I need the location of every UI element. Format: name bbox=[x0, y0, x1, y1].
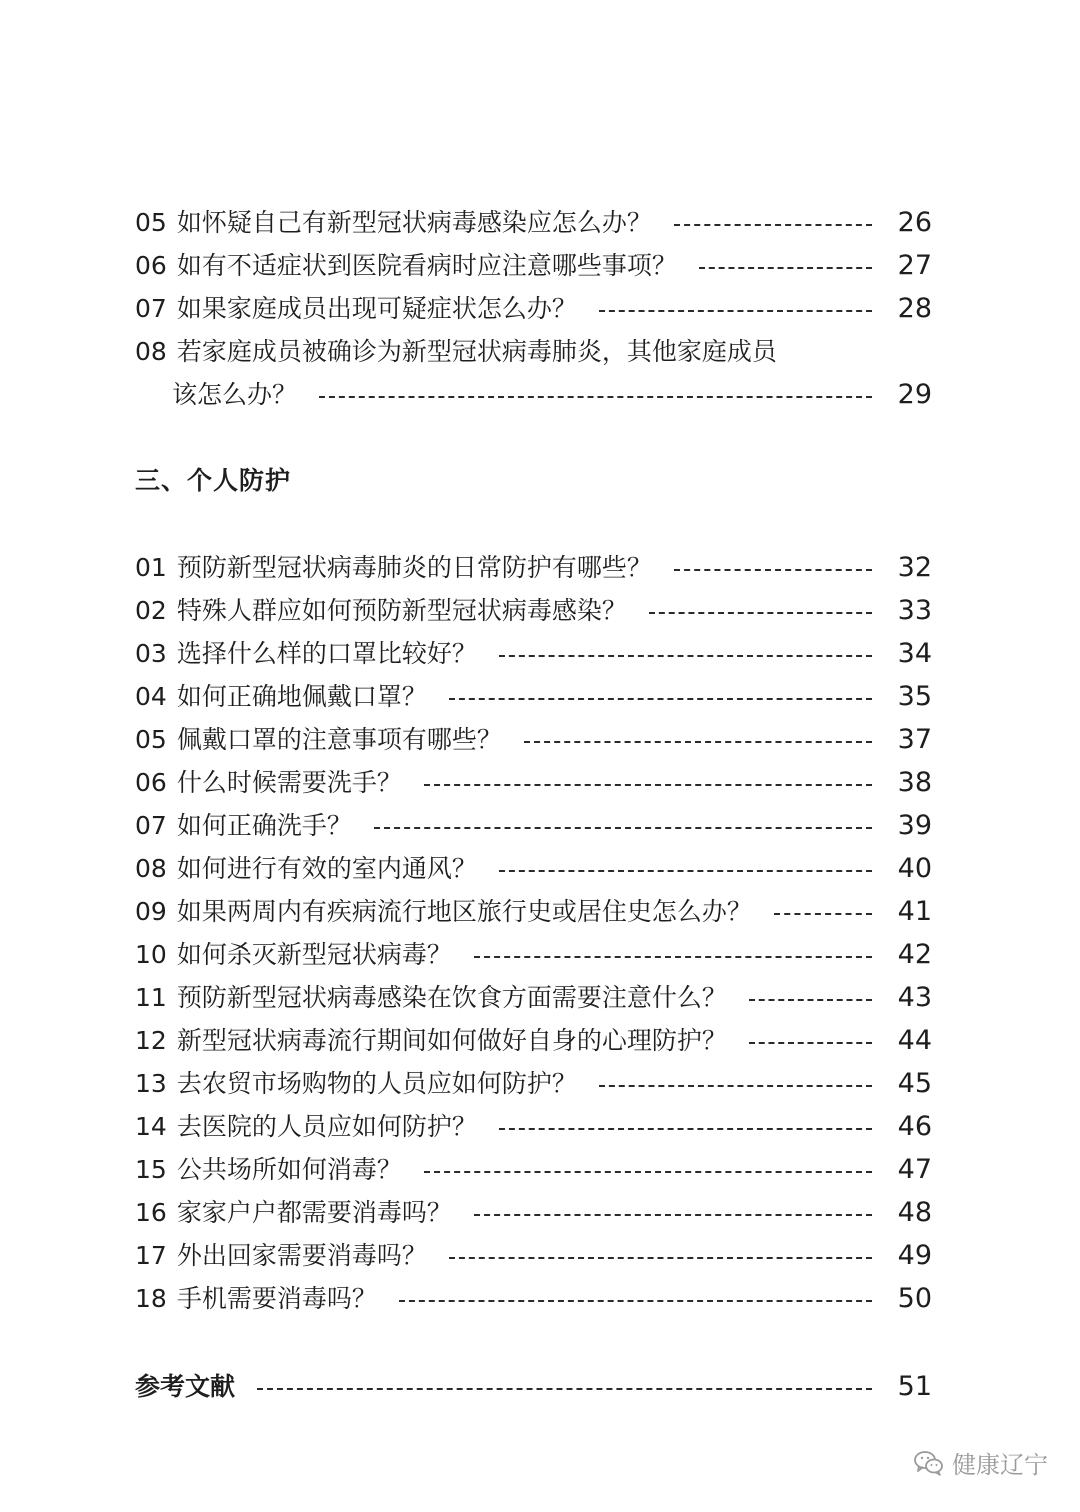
toc-entry-title: 什么时候需要洗手？ bbox=[176, 768, 402, 797]
toc-entry[interactable] bbox=[135, 804, 932, 847]
toc-entry-title: 佩戴口罩的注意事项有哪些？ bbox=[176, 725, 502, 754]
toc-entry[interactable] bbox=[135, 589, 932, 632]
toc-entry-page: 39 bbox=[897, 810, 932, 841]
toc-entry[interactable] bbox=[135, 675, 932, 718]
toc-entry-page: 42 bbox=[897, 939, 932, 970]
toc-entry-page: 44 bbox=[897, 1025, 932, 1056]
toc-entry-number: 03 bbox=[135, 639, 167, 668]
dot-leader bbox=[749, 999, 872, 1001]
toc-entry-page: 41 bbox=[897, 896, 932, 927]
toc-group-previous-section bbox=[135, 201, 932, 416]
toc-entry-title: 如何杀灭新型冠状病毒？ bbox=[176, 940, 452, 969]
toc-entry[interactable] bbox=[135, 1191, 932, 1234]
toc-entry-number: 08 bbox=[135, 854, 167, 883]
dot-leader bbox=[674, 224, 872, 226]
toc-entry-number: 07 bbox=[135, 294, 167, 323]
toc-entry-page: 49 bbox=[897, 1240, 932, 1271]
watermark bbox=[914, 1445, 1048, 1480]
toc-entry-title: 公共场所如何消毒？ bbox=[176, 1155, 402, 1184]
toc-entry-page: 47 bbox=[897, 1154, 932, 1185]
wechat-icon bbox=[914, 1450, 944, 1476]
toc-entry-number: 15 bbox=[135, 1155, 167, 1184]
dot-leader bbox=[499, 1128, 872, 1130]
toc-entry-title: 手机需要消毒吗？ bbox=[176, 1284, 377, 1313]
toc-entry-title: 新型冠状病毒流行期间如何做好自身的心理防护？ bbox=[176, 1026, 727, 1055]
dot-leader bbox=[374, 827, 872, 829]
dot-leader bbox=[474, 1214, 872, 1216]
toc-entry-number: 06 bbox=[135, 768, 167, 797]
toc-entry-number: 16 bbox=[135, 1198, 167, 1227]
toc-entry-title: 若家庭成员被确诊为新型冠状病毒肺炎，其他家庭成员 bbox=[176, 337, 777, 366]
toc-entry-page: 37 bbox=[897, 724, 932, 755]
toc-entry-number: 10 bbox=[135, 940, 167, 969]
section-heading: 三、个人防护 bbox=[135, 466, 292, 495]
toc-entry-title: 如怀疑自己有新型冠状病毒感染应怎么办？ bbox=[176, 208, 652, 237]
toc-entry-number: 12 bbox=[135, 1026, 167, 1055]
toc-entry-page: 48 bbox=[897, 1197, 932, 1228]
toc-entry[interactable] bbox=[135, 1277, 932, 1320]
toc-entry-title: 如果两周内有疾病流行地区旅行史或居住史怎么办？ bbox=[176, 897, 752, 926]
toc-entry-title: 家家户户都需要消毒吗？ bbox=[176, 1198, 452, 1227]
toc-entry-page: 46 bbox=[897, 1111, 932, 1142]
toc-entry-number: 01 bbox=[135, 553, 167, 582]
dot-leader bbox=[774, 913, 872, 915]
toc-group-references bbox=[135, 1365, 932, 1408]
toc-entry[interactable] bbox=[135, 1105, 932, 1148]
toc-entry[interactable] bbox=[135, 1234, 932, 1277]
dot-leader bbox=[499, 655, 872, 657]
toc-group-personal-protection bbox=[135, 546, 932, 1320]
toc-entry[interactable] bbox=[135, 1019, 932, 1062]
toc-entry[interactable] bbox=[135, 933, 932, 976]
toc-entry-number: 08 bbox=[135, 337, 167, 366]
toc-entry-page: 27 bbox=[897, 250, 932, 281]
dot-leader bbox=[699, 267, 872, 269]
toc-entry-title: 如何正确洗手？ bbox=[176, 811, 352, 840]
toc-entry[interactable] bbox=[135, 244, 932, 287]
toc-entry-number: 14 bbox=[135, 1112, 167, 1141]
dot-leader bbox=[599, 310, 872, 312]
dot-leader bbox=[424, 1171, 872, 1173]
toc-entry[interactable] bbox=[135, 1062, 932, 1105]
toc-entry-page: 28 bbox=[897, 293, 932, 324]
toc-entry-number: 04 bbox=[135, 682, 167, 711]
toc-entry-page: 33 bbox=[897, 595, 932, 626]
toc-entry-number: 06 bbox=[135, 251, 167, 280]
toc-entry-number: 02 bbox=[135, 596, 167, 625]
toc-entry[interactable] bbox=[135, 287, 932, 330]
toc-entry-number: 17 bbox=[135, 1241, 167, 1270]
toc-entry-title-continued: 该怎么办？ bbox=[172, 380, 298, 409]
toc-entry-page: 45 bbox=[897, 1068, 932, 1099]
toc-entry-title: 如何正确地佩戴口罩？ bbox=[176, 682, 427, 711]
toc-entry-references[interactable] bbox=[135, 1365, 932, 1408]
toc-entry-title: 预防新型冠状病毒感染在饮食方面需要注意什么？ bbox=[176, 983, 727, 1012]
toc-entry-page: 40 bbox=[897, 853, 932, 884]
toc-entry-page: 29 bbox=[897, 379, 932, 410]
toc-entry-title: 预防新型冠状病毒肺炎的日常防护有哪些？ bbox=[176, 553, 652, 582]
toc-entry[interactable] bbox=[135, 632, 932, 675]
toc-entry[interactable] bbox=[135, 330, 932, 373]
toc-entry-number: 18 bbox=[135, 1284, 167, 1313]
dot-leader bbox=[749, 1042, 872, 1044]
toc-entry-title: 如有不适症状到医院看病时应注意哪些事项？ bbox=[176, 251, 677, 280]
dot-leader bbox=[599, 1085, 872, 1087]
dot-leader bbox=[319, 396, 872, 398]
dot-leader bbox=[649, 612, 872, 614]
toc-entry-title: 特殊人群应如何预防新型冠状病毒感染？ bbox=[176, 596, 627, 625]
toc-entry[interactable] bbox=[135, 761, 932, 804]
toc-entry[interactable] bbox=[135, 847, 932, 890]
toc-entry[interactable] bbox=[135, 1148, 932, 1191]
dot-leader bbox=[424, 784, 872, 786]
toc-entry-page: 43 bbox=[897, 982, 932, 1013]
toc-entry-page: 35 bbox=[897, 681, 932, 712]
toc-entry-number: 05 bbox=[135, 725, 167, 754]
toc-entry-number: 11 bbox=[135, 983, 167, 1012]
toc-entry-number: 05 bbox=[135, 208, 167, 237]
toc-entry[interactable] bbox=[135, 890, 932, 933]
toc-entry[interactable] bbox=[135, 546, 932, 589]
toc-entry-title: 如何进行有效的室内通风？ bbox=[176, 854, 477, 883]
toc-entry-title: 去医院的人员应如何防护？ bbox=[176, 1112, 477, 1141]
dot-leader bbox=[674, 569, 872, 571]
dot-leader bbox=[449, 698, 872, 700]
toc-entry-number: 13 bbox=[135, 1069, 167, 1098]
dot-leader bbox=[257, 1388, 872, 1390]
toc-entry-title: 选择什么样的口罩比较好？ bbox=[176, 639, 477, 668]
dot-leader bbox=[449, 1257, 872, 1259]
toc-entry-page: 38 bbox=[897, 767, 932, 798]
toc-entry-title: 去农贸市场购物的人员应如何防护？ bbox=[176, 1069, 577, 1098]
dot-leader bbox=[524, 741, 872, 743]
watermark-text: 健康辽宁 bbox=[952, 1451, 1048, 1479]
toc-entry[interactable] bbox=[135, 201, 932, 244]
dot-leader bbox=[474, 956, 872, 958]
toc-entry-number: 07 bbox=[135, 811, 167, 840]
toc-entry-continuation[interactable] bbox=[135, 373, 932, 416]
toc-entry-number: 09 bbox=[135, 897, 167, 926]
toc-entry-page: 34 bbox=[897, 638, 932, 669]
dot-leader bbox=[399, 1300, 872, 1302]
toc-entry[interactable] bbox=[135, 718, 932, 761]
toc-entry-page: 32 bbox=[897, 552, 932, 583]
dot-leader bbox=[499, 870, 872, 872]
toc-entry-title: 如果家庭成员出现可疑症状怎么办？ bbox=[176, 294, 577, 323]
toc-entry-title: 外出回家需要消毒吗？ bbox=[176, 1241, 427, 1270]
toc-entry-page: 50 bbox=[897, 1283, 932, 1314]
toc-entry[interactable] bbox=[135, 976, 932, 1019]
toc-entry-page: 26 bbox=[897, 207, 932, 238]
references-title: 参考文献 bbox=[135, 1372, 236, 1401]
toc-entry-page: 51 bbox=[897, 1371, 932, 1402]
